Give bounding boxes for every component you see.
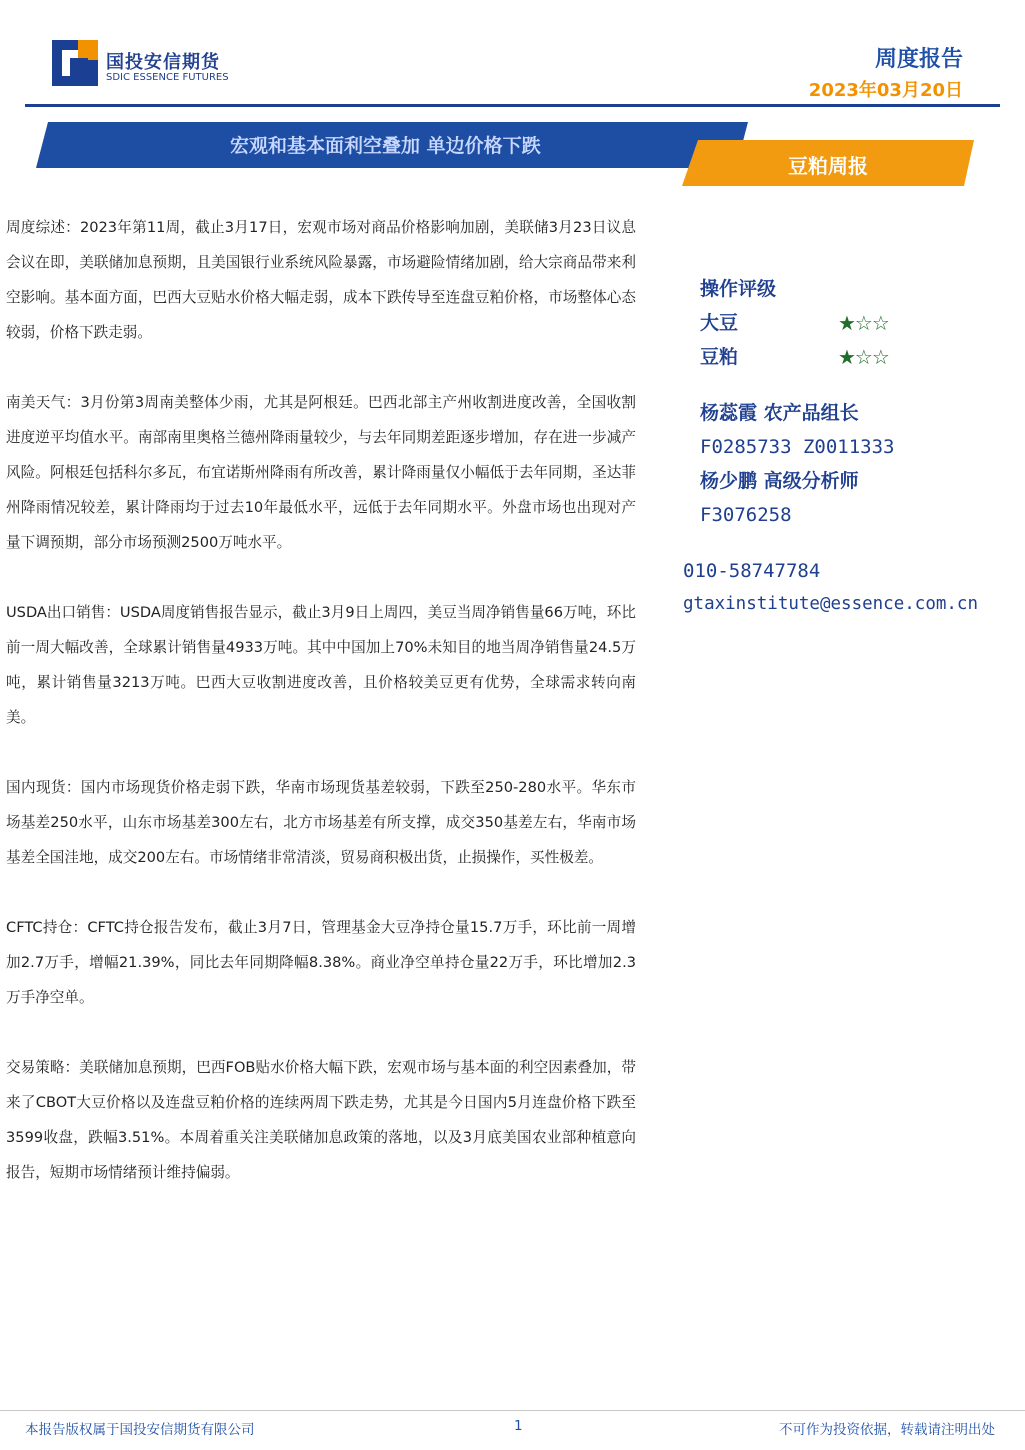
paragraph-south-america-weather: 南美天气：3月份第3周南美整体少雨，尤其是阿根廷。巴西北部主产州收割进度改善，全国收割进度逆平均值水平。南部南里奥格兰德州降雨量较少，与去年同期差距逐步增加，存在进一步减产风险。阿根廷包括科尔多瓦，布宜诺斯州降雨有所改善，累计降雨量仅小幅低于去年同期，圣达菲州降雨情况较差，累计降雨均于过去10年最低水平，远低于去年同期水平。外盘市场也出现对产量下调预期，部分市场预测2500万吨水平。: [6, 394, 636, 551]
star-rating-icon: ★☆☆: [838, 345, 889, 369]
rating-row-soymeal: [700, 340, 1020, 374]
logo-mark-icon: [52, 40, 98, 86]
rating-label: 大豆: [700, 312, 739, 334]
analyst-name: 杨少鹏 高级分析师: [700, 470, 859, 492]
footer-copyright: 本报告版权属于国投安信期货有限公司: [25, 1422, 255, 1438]
paragraph-domestic-spot: 国内现货：国内市场现货价格走弱下跌，华南市场现货基差较弱，下跌至250-280水平。华东市场基差250水平，山东市场基差300左右，北方市场基差有所支撑，成交350基差左右，华南市场基差全国洼地，成交200左右。市场情绪非常清淡，贸易商积极出货，止损操作，买性极差。: [6, 779, 636, 866]
page-number: 1: [514, 1418, 523, 1434]
report-type: 周度报告: [874, 47, 963, 72]
analyst-license-id: F3076258: [700, 504, 792, 526]
analyst-name: 杨蕊霞 农产品组长: [700, 402, 859, 424]
rating-row-soybean: [700, 306, 1020, 340]
logo-english-name: SDIC ESSENCE FUTURES: [106, 72, 229, 83]
header-divider: [25, 104, 1000, 107]
report-title: 宏观和基本面利空叠加 单边价格下跌: [230, 135, 541, 157]
paragraph-usda-export-sales: USDA出口销售：USDA周度销售报告显示，截止3月9日上周四，美豆当周净销售量66万吨，环比前一周大幅改善，全球累计销售量4933万吨。其中中国加上70%未知目的地当周净销售量24.5万吨，累计销售量3213万吨。巴西大豆收割进度改善，且价格较美豆更有优势，全球需求转向南美。: [6, 604, 636, 726]
footer-disclaimer: 不可作为投资依据，转载请注明出处: [779, 1422, 995, 1438]
paragraph-weekly-summary: 周度综述：2023年第11周，截止3月17日，宏观市场对商品价格影响加剧，美联储3月23日议息会议在即，美联储加息预期，且美国银行业系统风险暴露，市场避险情绪加剧，给大宗商品带来利空影响。基本面方面，巴西大豆贴水价格大幅走弱，成本下跌传导至连盘豆粕价格，市场整体心态较弱，价格下跌走弱。: [6, 219, 636, 341]
contact-email[interactable]: gtaxinstitute@essence.com.cn: [683, 594, 979, 614]
report-date: 2023年03月20日: [808, 80, 963, 101]
footer-divider: [0, 1410, 1025, 1411]
paragraph-trading-strategy: 交易策略：美联储加息预期，巴西FOB贴水价格大幅下跌，宏观市场与基本面的利空因素叠加，带来了CBOT大豆价格以及连盘豆粕价格的连续两周下跌走势，尤其是今日国内5月连盘价格下跌至3599收盘，跌幅3.51%。本周着重关注美联储加息政策的落地，以及3月底美国农业部种植意向报告，短期市场情绪预计维持偏弱。: [6, 1059, 636, 1181]
logo-chinese-name: 国投安信期货: [106, 52, 220, 73]
star-rating-icon: ★☆☆: [838, 311, 889, 335]
report-series-tag: 豆粕周报: [788, 154, 868, 178]
rating-title: 操作评级: [700, 278, 777, 300]
analyst-license-id: F0285733 Z0011333: [700, 436, 895, 458]
sidebar: [700, 272, 1020, 532]
contact-phone: 010-58747784: [683, 560, 821, 582]
rating-label: 豆粕: [700, 346, 739, 368]
company-logo: [52, 40, 252, 90]
paragraph-cftc-positions: CFTC持仓：CFTC持仓报告发布，截止3月7日，管理基金大豆净持仓量15.7万手，环比前一周增加2.7万手，增幅21.39%，同比去年同期降幅8.38%。商业净空单持仓量22万手，环比增加2.3万手净空单。: [6, 919, 636, 1006]
report-body: [6, 210, 636, 1225]
